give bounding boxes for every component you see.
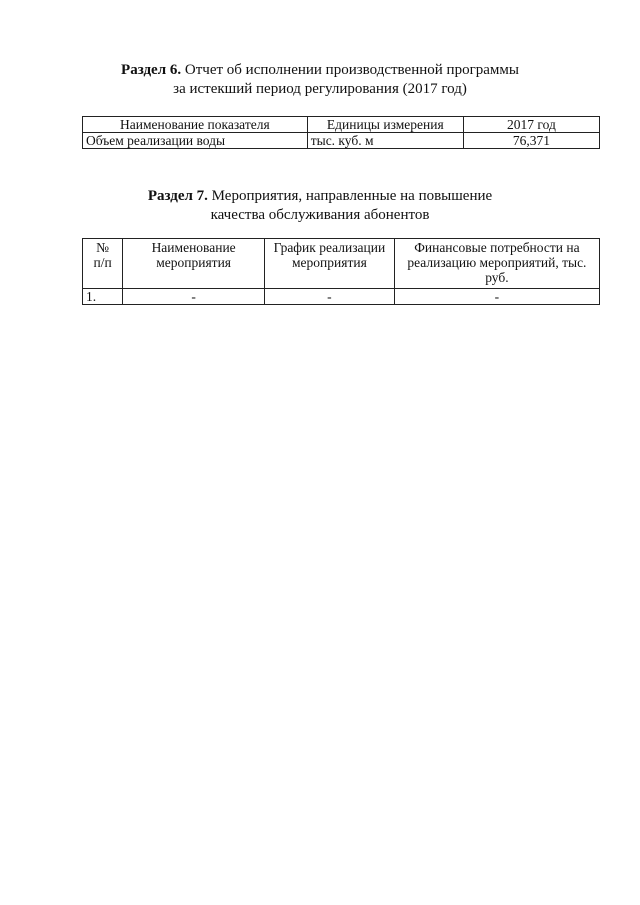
header-units: Единицы измерения (307, 117, 463, 133)
header-measure-name-line2: мероприятия (156, 255, 232, 270)
header-schedule-line2: мероприятия (292, 255, 367, 270)
header-financial-needs-line2: реализацию мероприятий, тыс. (407, 255, 587, 270)
header-measure-name (123, 239, 265, 289)
table-header-row (83, 239, 600, 289)
header-number (83, 239, 123, 289)
section-6-title-text: Отчет об исполнении производственной программы (181, 62, 519, 78)
cell-indicator-name: Объем реализации воды (83, 133, 308, 149)
table-row (83, 133, 600, 149)
section-6-heading (0, 61, 640, 99)
section-6-label: Раздел 6. (121, 62, 182, 78)
header-number-line1: № (96, 240, 110, 255)
production-program-report-table (82, 116, 600, 149)
cell-value: 76,371 (463, 133, 599, 149)
header-financial-needs-line3: руб. (485, 270, 509, 285)
section-7-title-line1 (0, 187, 640, 206)
header-schedule-line1: График реализации (273, 240, 386, 255)
header-schedule (265, 239, 395, 289)
section-7-title-text: Мероприятия, направленные на повышение (207, 188, 493, 204)
section-6-title-line1 (0, 61, 640, 80)
section-7-heading (0, 187, 640, 225)
header-indicator-name: Наименование показателя (83, 117, 308, 133)
cell-number: 1. (83, 289, 123, 305)
section-6-title-line2: за истекший период регулирования (2017 год) (173, 81, 467, 97)
section-7-title-line2: качества обслуживания абонентов (210, 207, 430, 223)
table-row (83, 289, 600, 305)
cell-schedule: - (265, 289, 395, 305)
cell-units: тыс. куб. м (307, 133, 463, 149)
section-7-label: Раздел 7. (147, 188, 208, 204)
table-header-row (83, 117, 600, 133)
cell-financial-needs: - (394, 289, 599, 305)
header-year: 2017 год (463, 117, 599, 133)
header-financial-needs-line1: Финансовые потребности на (414, 240, 580, 255)
header-number-line2: п/п (93, 255, 112, 270)
header-financial-needs (394, 239, 599, 289)
cell-measure-name: - (123, 289, 265, 305)
header-measure-name-line1: Наименование (151, 240, 236, 255)
measures-table (82, 238, 600, 305)
